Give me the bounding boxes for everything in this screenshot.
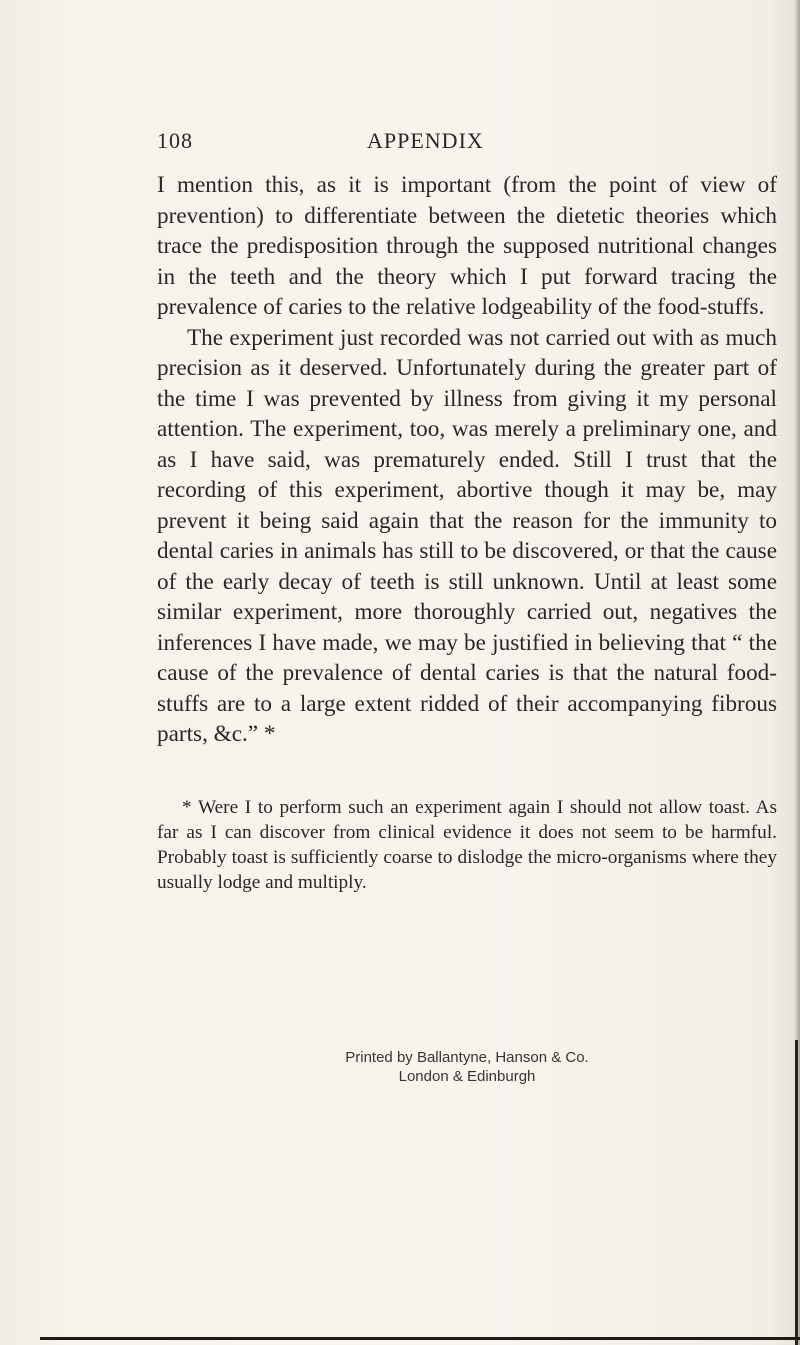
paragraph-1: I mention this, as it is important (from the point of view of prevention) to differentiate between the dietetic theories which trace the predisposition through the supposed nutritional changes in the teeth and the theory which I put forward tracing the prevalence of caries to the relative lodgeability of the food-stuffs.	[157, 172, 777, 320]
footnote-text: * Were I to perform such an experiment again I should not allow toast. As far as I can discover from clinical evidence it does not seem to be harmful. Probably toast is sufficiently coarse to dislodge the micro-organisms where they usually lodge and multiply.	[157, 797, 777, 893]
paragraph-2: The experiment just recorded was not carried out with as much precision as it deserved. Unfortunately during the greater part of the time I was prevented by illness from giving it my personal attention. The experiment, too, was merely a preliminary one, and as I have said, was prematurely ended. Still I trust that the recording of this experiment, abortive though it may be, may prevent it being said again that the reason for the immunity to dental caries in animals has still to be discovered, or that the cause of the early decay of teeth is still unknown. Until at least some similar experiment, more thoroughly carried out, negatives the inferences I have made, we may be justified in believing that “ the cause of the prevalence of dental caries is that the natural food-stuffs are to a large extent ridded of their accompanying fibrous parts, &c.” *	[157, 324, 777, 747]
imprint-line-2: London & Edinburgh	[398, 1068, 536, 1085]
running-title: APPENDIX	[367, 128, 484, 153]
footnote	[157, 795, 777, 895]
body-text	[157, 170, 777, 750]
page-number: 108	[157, 128, 193, 153]
printer-imprint	[157, 1048, 777, 1086]
imprint-line-1: Printed by Ballantyne, Hanson & Co.	[345, 1049, 589, 1066]
page-edge-line	[795, 1040, 798, 1345]
running-head	[157, 128, 777, 158]
bottom-rule	[40, 1337, 800, 1340]
